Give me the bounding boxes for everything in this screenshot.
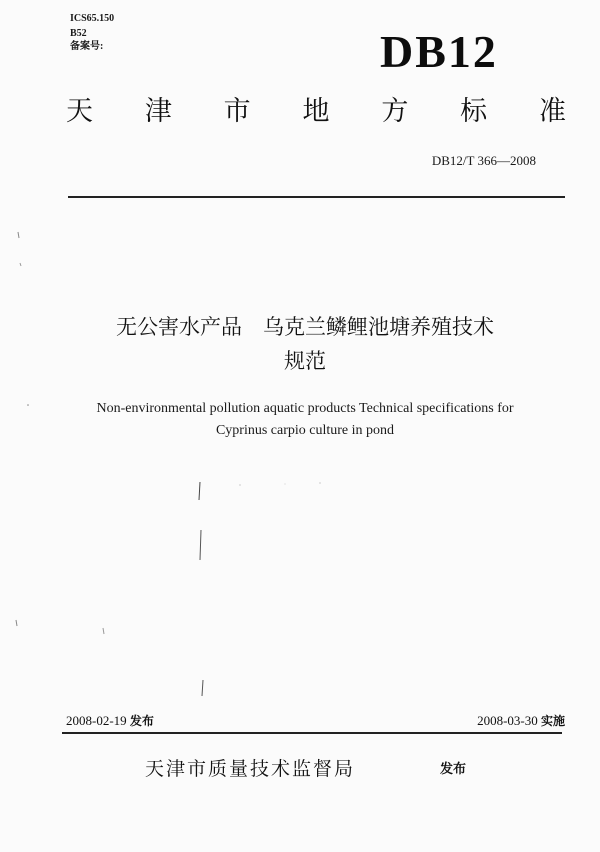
publish-label: 发布 [440,762,467,777]
standard-type-char: 津 [144,96,172,127]
issue-date-value: 2008-02-19 [66,713,127,728]
ics-code: ICS65.150 [70,13,115,24]
english-title-line: Non-environmental pollution aquatic products Technical specifications for [96,401,514,416]
standard-number: DB12/T 366—2008 [431,153,536,168]
publisher-name: 天津市质量技术监督局 [145,758,356,780]
issue-label: 发布 [129,714,154,728]
chinese-title-line: 规范 [284,349,326,373]
standard-code-logo: DB12 [380,26,498,77]
implementation-date [477,712,565,729]
standard-type-char: 天 [66,96,93,127]
standard-type-char: 市 [223,96,251,127]
bottom-divider [62,732,562,734]
chinese-title-line: 无公害水产品 乌克兰鳞鲤池塘养殖技术 [116,315,494,339]
standard-type-char: 标 [460,96,488,127]
implementation-date-value: 2008-03-30 [477,713,538,728]
english-title-line: Cyprinus carpio culture in pond [215,423,395,438]
standard-type-char: 方 [381,96,409,127]
issue-date [66,712,154,729]
classification-code: B52 [70,28,87,39]
record-number-label: 备案号: [70,41,104,52]
standard-type-char: 地 [302,96,330,127]
standard-type-char: 准 [538,96,566,127]
implementation-label: 实施 [540,714,565,728]
